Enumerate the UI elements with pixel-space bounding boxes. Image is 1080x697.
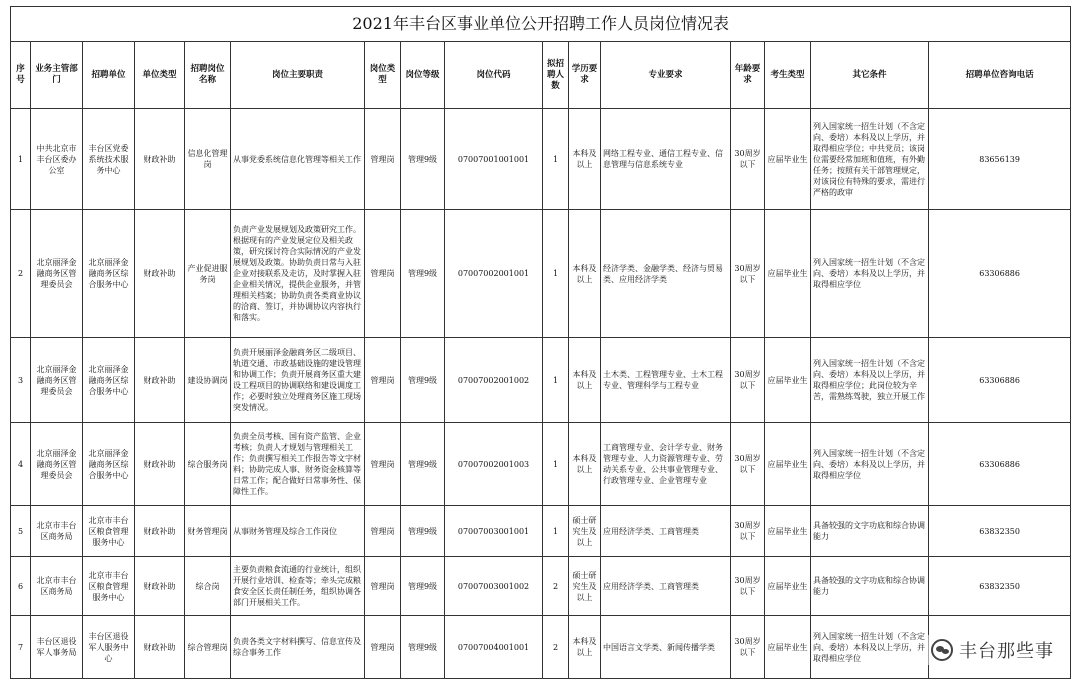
table-cell: 管理岗	[365, 557, 401, 616]
table-cell: 财政补助	[135, 338, 185, 423]
table-cell: 硕士研究生及以上	[569, 506, 601, 557]
table-cell: 本科及以上	[569, 338, 601, 423]
table-cell: 工商管理专业、会计学专业、财务管理专业、人力资源管理专业、劳动关系专业、公共事业管理专业、行政管理专业、企业管理专业	[601, 423, 731, 506]
table-cell: 管理9级	[401, 210, 445, 338]
table-cell: 管理岗	[365, 109, 401, 210]
table-cell: 3	[11, 338, 31, 423]
table-cell: 30周岁以下	[731, 338, 765, 423]
table-cell: 07007004001001	[445, 616, 543, 679]
table-cell: 1	[543, 109, 569, 210]
header-cell: 业务主管部门	[31, 42, 83, 109]
table-cell: 丰台区退役军人事务局	[31, 616, 83, 679]
watermark	[925, 635, 1060, 665]
table-cell: 综合管理岗	[185, 616, 231, 679]
recruitment-table	[10, 6, 1071, 679]
table-cell: 应用经济学类、工商管理类	[601, 557, 731, 616]
table-cell: 63306886	[929, 210, 1071, 338]
header-cell: 岗位类型	[365, 42, 401, 109]
table-cell: 管理岗	[365, 616, 401, 679]
table-cell: 应届毕业生	[765, 506, 811, 557]
table-cell: 应届毕业生	[765, 557, 811, 616]
table-cell: 中共北京市丰台区委办公室	[31, 109, 83, 210]
table-cell: 管理9级	[401, 109, 445, 210]
wechat-icon	[931, 639, 953, 661]
table-cell: 丰台区党委系统技术服务中心	[83, 109, 135, 210]
header-cell: 岗位等级	[401, 42, 445, 109]
header-cell: 招聘单位咨询电话	[929, 42, 1071, 109]
table-cell: 财务管理岗	[185, 506, 231, 557]
header-cell: 其它条件	[811, 42, 929, 109]
table-cell: 管理9级	[401, 506, 445, 557]
table-cell: 主要负责粮食流通的行业统计，组织开展行业培训、检查等；牵头完成粮食安全区长责任制任务，组织协调各部门开展相关工作。	[231, 557, 365, 616]
table-cell: 财政补助	[135, 506, 185, 557]
table-row	[11, 423, 1071, 506]
table-cell: 83656139	[929, 109, 1071, 210]
table-row	[11, 616, 1071, 679]
table-cell: 北京市丰台区商务局	[31, 557, 83, 616]
table-cell: 管理9级	[401, 423, 445, 506]
table-cell: 财政补助	[135, 557, 185, 616]
table-title: 2021年丰台区事业单位公开招聘工作人员岗位情况表	[11, 7, 1071, 42]
table-cell: 30周岁以下	[731, 210, 765, 338]
table-cell: 管理9级	[401, 616, 445, 679]
table-cell: 63832350	[929, 557, 1071, 616]
table-cell: 列入国家统一招生计划（不含定向、委培）本科及以上学历，并取得相应学位	[811, 616, 929, 679]
table-cell: 财政补助	[135, 109, 185, 210]
table-row	[11, 210, 1071, 338]
table-cell: 财政补助	[135, 616, 185, 679]
table-cell: 财政补助	[135, 210, 185, 338]
table-cell: 7	[11, 616, 31, 679]
table-cell: 4	[11, 423, 31, 506]
table-cell: 建设协调岗	[185, 338, 231, 423]
table-cell: 负责各类文字材料撰写、信息宣传及综合事务工作	[231, 616, 365, 679]
header-cell: 考生类型	[765, 42, 811, 109]
table-cell: 1	[543, 210, 569, 338]
header-cell: 学历要求	[569, 42, 601, 109]
table-cell: 从事财务管理及综合工作岗位	[231, 506, 365, 557]
table-cell: 07007003001002	[445, 557, 543, 616]
table-cell: 2	[543, 616, 569, 679]
table-cell: 07007003001001	[445, 506, 543, 557]
table-row	[11, 557, 1071, 616]
table-cell: 应届毕业生	[765, 109, 811, 210]
table-cell: 2	[543, 557, 569, 616]
header-cell: 招聘岗位名称	[185, 42, 231, 109]
table-cell: 6	[11, 557, 31, 616]
table-cell: 中国语言文学类、新闻传播学类	[601, 616, 731, 679]
header-cell: 序号	[11, 42, 31, 109]
table-cell: 应届毕业生	[765, 338, 811, 423]
table-cell: 30周岁以下	[731, 506, 765, 557]
table-cell: 应用经济学类、工商管理类	[601, 506, 731, 557]
table-cell: 北京丽泽金融商务区管理委员会	[31, 423, 83, 506]
table-cell: 本科及以上	[569, 616, 601, 679]
table-cell: 本科及以上	[569, 423, 601, 506]
header-cell: 拟招聘人数	[543, 42, 569, 109]
table-cell: 应届毕业生	[765, 210, 811, 338]
table-cell: 丰台区退役军人服务中心	[83, 616, 135, 679]
table-cell: 硕士研究生及以上	[569, 557, 601, 616]
table-cell: 北京丽泽金融商务区综合服务中心	[83, 338, 135, 423]
table-cell: 管理岗	[365, 506, 401, 557]
table-cell: 管理9级	[401, 338, 445, 423]
table-cell: 北京市丰台区粮食管理服务中心	[83, 506, 135, 557]
table-cell: 土木类、工程管理专业、土木工程专业、管理科学与工程专业	[601, 338, 731, 423]
table-cell: 本科及以上	[569, 109, 601, 210]
table-cell: 北京丽泽金融商务区管理委员会	[31, 338, 83, 423]
table-cell: 经济学类、金融学类、经济与贸易类、应用经济学类	[601, 210, 731, 338]
table-cell: 07007002001003	[445, 423, 543, 506]
table-cell: 列入国家统一招生计划（不含定向、委培）本科及以上学历，并取得相应学位	[811, 210, 929, 338]
header-cell: 岗位代码	[445, 42, 543, 109]
table-cell: 30周岁以下	[731, 109, 765, 210]
table-cell: 30周岁以下	[731, 557, 765, 616]
table-cell: 07007002001002	[445, 338, 543, 423]
table-cell: 1	[543, 423, 569, 506]
table-row	[11, 338, 1071, 423]
table-cell: 63832350	[929, 506, 1071, 557]
table-cell: 1	[543, 506, 569, 557]
table-cell: 列入国家统一招生计划（不含定向、委培）本科及以上学历，并取得相应学位；此岗位较为辛苦，需熟练驾驶，独立开展工作	[811, 338, 929, 423]
table-cell: 具备较强的文字功底和综合协调能力	[811, 506, 929, 557]
table-cell: 北京丽泽金融商务区综合服务中心	[83, 210, 135, 338]
table-cell: 产业促进服务岗	[185, 210, 231, 338]
table-cell: 1	[543, 338, 569, 423]
table-cell: 07007001001001	[445, 109, 543, 210]
table-cell: 北京市丰台区商务局	[31, 506, 83, 557]
table-cell: 北京市丰台区粮食管理服务中心	[83, 557, 135, 616]
watermark-text: 丰台那些事	[959, 641, 1054, 662]
header-cell: 单位类型	[135, 42, 185, 109]
table-cell: 30周岁以下	[731, 616, 765, 679]
table-cell: 负责开展丽泽金融商务区二级项目、轨道交通、市政基础设施的建设管理和协调工作；负责开展商务区重大建设工程项目的协调联络和建设调度工作；必要时独立处理商务区施工现场突发情况。	[231, 338, 365, 423]
table-cell: 63306886	[929, 423, 1071, 506]
table-cell: 应届毕业生	[765, 616, 811, 679]
table-row	[11, 109, 1071, 210]
table-cell: 管理9级	[401, 557, 445, 616]
table-cell: 5	[11, 506, 31, 557]
table-cell: 列入国家统一招生计划（不含定向、委培）本科及以上学历，并取得相应学位	[811, 423, 929, 506]
document-page	[10, 6, 1070, 687]
table-cell: 列入国家统一招生计划（不含定向、委培）本科及以上学历，并取得相应学位；中共党员；该岗位需要经常加班和值班，有外勤任务；按照有关干部管理规定，对该岗位有特殊的要求，需进行严格的政审	[811, 109, 929, 210]
table-cell: 应届毕业生	[765, 423, 811, 506]
header-cell: 岗位主要职责	[231, 42, 365, 109]
table-cell: 具备较强的文字功底和综合协调能力	[811, 557, 929, 616]
header-cell: 专业要求	[601, 42, 731, 109]
table-cell: 1	[11, 109, 31, 210]
header-cell: 年龄要求	[731, 42, 765, 109]
table-cell: 07007002001001	[445, 210, 543, 338]
table-cell: 管理岗	[365, 423, 401, 506]
table-cell: 本科及以上	[569, 210, 601, 338]
table-cell: 负责产业发展规划及政策研究工作。根据现有的产业发展定位及相关政策，研究探讨符合实际情况的产业发展规划及政策。协助负责日常与入驻企业对接联系及走访，及时掌握入驻企业相关情况，提供企业服务，并管理相关档案；协助负责各类商业协议的洽商、签订，并协调协议内容执行和落实。	[231, 210, 365, 338]
table-cell: 63306886	[929, 338, 1071, 423]
table-cell: 从事党委系统信息化管理等相关工作	[231, 109, 365, 210]
table-cell: 负责全员考核、国有资产监管、企业考核；负责人才规划与管理相关工作；负责撰写相关工作报告等文字材料；协助完成人事、财务资金核算等日常工作；配合做好日常事务性、保障性工作。	[231, 423, 365, 506]
table-cell: 信息化管理岗	[185, 109, 231, 210]
table-cell: 财政补助	[135, 423, 185, 506]
header-row	[11, 42, 1071, 109]
table-cell: 30周岁以下	[731, 423, 765, 506]
table-cell: 2	[11, 210, 31, 338]
table-cell: 综合服务岗	[185, 423, 231, 506]
table-cell: 综合岗	[185, 557, 231, 616]
table-cell: 北京丽泽金融商务区综合服务中心	[83, 423, 135, 506]
table-cell: 网络工程专业、通信工程专业、信息管理与信息系统专业	[601, 109, 731, 210]
table-cell: 管理岗	[365, 210, 401, 338]
header-cell: 招聘单位	[83, 42, 135, 109]
table-cell: 管理岗	[365, 338, 401, 423]
table-cell: 北京丽泽金融商务区管理委员会	[31, 210, 83, 338]
table-row	[11, 506, 1071, 557]
